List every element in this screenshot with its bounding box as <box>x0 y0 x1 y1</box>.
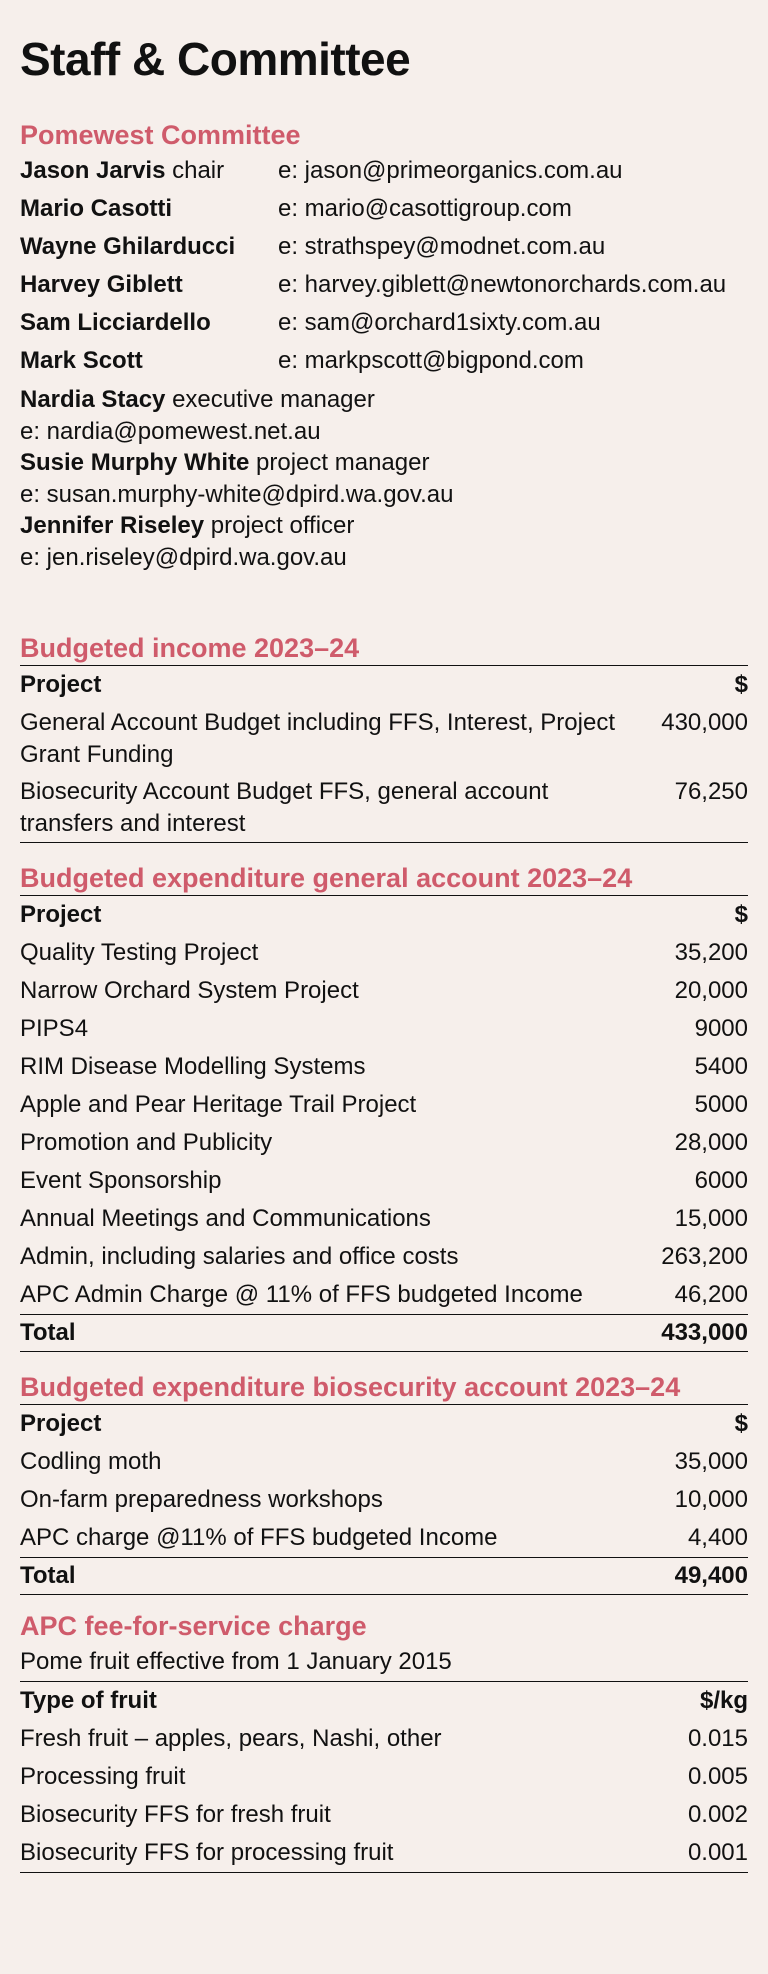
table-row <box>20 972 748 1010</box>
table-row <box>20 1720 748 1758</box>
table-row <box>20 773 748 843</box>
table-row <box>20 1276 748 1314</box>
col-amount: $ <box>734 671 748 698</box>
staff-entry <box>20 510 748 573</box>
col-amount: $ <box>734 901 748 928</box>
member-email[interactable]: e: markpscott@bigpond.com <box>278 347 584 374</box>
row-project: Quality Testing Project <box>20 939 259 966</box>
total-label: Total <box>20 1557 651 1594</box>
apc-section <box>20 1609 748 1873</box>
table-header-row <box>20 896 748 935</box>
member-name: Mario Casotti <box>20 195 173 222</box>
staff-email[interactable]: e: jen.riseley@dpird.wa.gov.au <box>20 543 347 571</box>
committee-member <box>20 342 748 380</box>
row-amount: 5400 <box>694 1053 748 1080</box>
table-row <box>20 1238 748 1276</box>
committee-heading: Pomewest Committee <box>20 120 301 150</box>
general-expenditure-section <box>20 861 748 1352</box>
row-project: Narrow Orchard System Project <box>20 977 359 1004</box>
total-amount: 433,000 <box>655 1314 748 1351</box>
staff-name: Jennifer Riseley <box>20 512 205 539</box>
member-email[interactable]: e: mario@casottigroup.com <box>278 195 572 222</box>
general-expenditure-heading: Budgeted expenditure general account 2023–24 <box>20 863 633 893</box>
staff-email[interactable]: e: nardia@pomewest.net.au <box>20 417 321 445</box>
row-amount: 28,000 <box>674 1129 748 1156</box>
col-project: Project <box>20 901 102 928</box>
row-project: Event Sponsorship <box>20 1167 222 1194</box>
member-name: Harvey Giblett <box>20 271 183 298</box>
staff-name: Nardia Stacy <box>20 386 166 413</box>
staff-role: project manager <box>256 449 430 476</box>
member-name: Jason Jarvis <box>20 157 166 184</box>
table-row <box>20 1481 748 1519</box>
row-amount: 9000 <box>694 1015 748 1042</box>
row-amount: 46,200 <box>674 1281 748 1308</box>
row-amount: 263,200 <box>661 1243 748 1270</box>
staff-entry <box>20 384 748 447</box>
general-expenditure-table <box>20 895 748 1352</box>
row-project: Biosecurity Account Budget FFS, general account transfers and interest <box>20 778 549 837</box>
row-type: Fresh fruit – apples, pears, Nashi, other <box>20 1724 442 1752</box>
row-project: On-farm preparedness workshops <box>20 1485 383 1513</box>
staff-entry <box>20 447 748 510</box>
table-row <box>20 1086 748 1124</box>
table-row <box>20 1834 748 1873</box>
col-project: Project <box>20 1409 102 1437</box>
row-amount: 5000 <box>694 1091 748 1118</box>
income-heading: Budgeted income 2023–24 <box>20 633 360 663</box>
total-label: Total <box>20 1314 655 1351</box>
col-type: Type of fruit <box>20 1686 157 1714</box>
staff-name: Susie Murphy White <box>20 449 250 476</box>
row-amount: 15,000 <box>674 1205 748 1232</box>
row-project: RIM Disease Modelling Systems <box>20 1053 366 1080</box>
row-amount: 430,000 <box>661 709 748 736</box>
row-project: APC charge @11% of FFS budgeted Income <box>20 1523 498 1551</box>
row-project: PIPS4 <box>20 1015 89 1042</box>
row-project: APC Admin Charge @ 11% of FFS budgeted Income <box>20 1281 583 1308</box>
row-amount: 4,400 <box>687 1523 748 1551</box>
member-email[interactable]: e: harvey.giblett@newtonorchards.com.au <box>278 271 727 298</box>
table-row <box>20 934 748 972</box>
member-role: chair <box>172 157 225 184</box>
table-row <box>20 1048 748 1086</box>
member-email[interactable]: e: strathspey@modnet.com.au <box>278 233 606 260</box>
row-project: General Account Budget including FFS, Interest, Project Grant Funding <box>20 709 615 768</box>
row-project: Annual Meetings and Communications <box>20 1205 431 1232</box>
staff-list <box>20 384 748 573</box>
staff-role: executive manager <box>172 386 375 413</box>
row-rate: 0.002 <box>687 1800 748 1828</box>
table-header-row <box>20 666 748 705</box>
committee-list <box>20 152 748 380</box>
table-row <box>20 1758 748 1796</box>
row-project: Admin, including salaries and office costs <box>20 1243 459 1270</box>
total-row <box>20 1557 748 1594</box>
row-amount: 10,000 <box>674 1485 748 1513</box>
col-project: Project <box>20 671 102 698</box>
committee-member <box>20 228 748 266</box>
committee-member <box>20 304 748 342</box>
row-project: Codling moth <box>20 1447 162 1475</box>
row-type: Biosecurity FFS for fresh fruit <box>20 1800 331 1828</box>
col-amount: $ <box>734 1409 748 1437</box>
table-row <box>20 1162 748 1200</box>
row-amount: 6000 <box>694 1167 748 1194</box>
row-rate: 0.015 <box>687 1724 748 1752</box>
committee-section <box>20 118 748 573</box>
staff-role: project officer <box>210 512 355 539</box>
table-row <box>20 1200 748 1238</box>
total-amount: 49,400 <box>651 1557 748 1594</box>
biosecurity-expenditure-table <box>20 1404 748 1595</box>
committee-member <box>20 266 748 304</box>
total-row <box>20 1314 748 1351</box>
row-rate: 0.001 <box>687 1838 748 1866</box>
table-header-row <box>20 1681 748 1720</box>
row-project: Apple and Pear Heritage Trail Project <box>20 1091 417 1118</box>
row-rate: 0.005 <box>687 1762 748 1790</box>
apc-note: Pome fruit effective from 1 January 2015 <box>20 1647 452 1675</box>
table-row <box>20 1519 748 1558</box>
committee-member <box>20 190 748 228</box>
biosecurity-expenditure-section <box>20 1370 748 1595</box>
page-title: Staff & Committee <box>20 33 411 85</box>
table-row <box>20 704 748 773</box>
income-section <box>20 631 748 843</box>
member-name: Mark Scott <box>20 347 143 374</box>
table-header-row <box>20 1404 748 1443</box>
member-name: Wayne Ghilarducci <box>20 233 236 260</box>
table-row <box>20 1443 748 1481</box>
income-table <box>20 665 748 843</box>
table-row <box>20 1010 748 1048</box>
row-amount: 35,000 <box>674 1447 748 1475</box>
row-type: Biosecurity FFS for processing fruit <box>20 1838 394 1866</box>
table-row <box>20 1796 748 1834</box>
col-rate: $/kg <box>699 1686 748 1714</box>
biosecurity-expenditure-heading: Budgeted expenditure biosecurity account 2023–24 <box>20 1371 681 1402</box>
apc-heading: APC fee-for-service charge <box>20 1610 367 1641</box>
committee-member <box>20 152 748 190</box>
member-email[interactable]: e: jason@primeorganics.com.au <box>278 157 623 184</box>
staff-email[interactable]: e: susan.murphy-white@dpird.wa.gov.au <box>20 480 454 508</box>
apc-table <box>20 1681 748 1873</box>
table-row <box>20 1124 748 1162</box>
member-email[interactable]: e: sam@orchard1sixty.com.au <box>278 309 601 336</box>
row-amount: 20,000 <box>674 977 748 1004</box>
row-type: Processing fruit <box>20 1762 186 1790</box>
row-amount: 35,200 <box>674 939 748 966</box>
row-project: Promotion and Publicity <box>20 1129 273 1156</box>
row-amount: 76,250 <box>674 778 748 805</box>
member-name: Sam Licciardello <box>20 309 211 336</box>
